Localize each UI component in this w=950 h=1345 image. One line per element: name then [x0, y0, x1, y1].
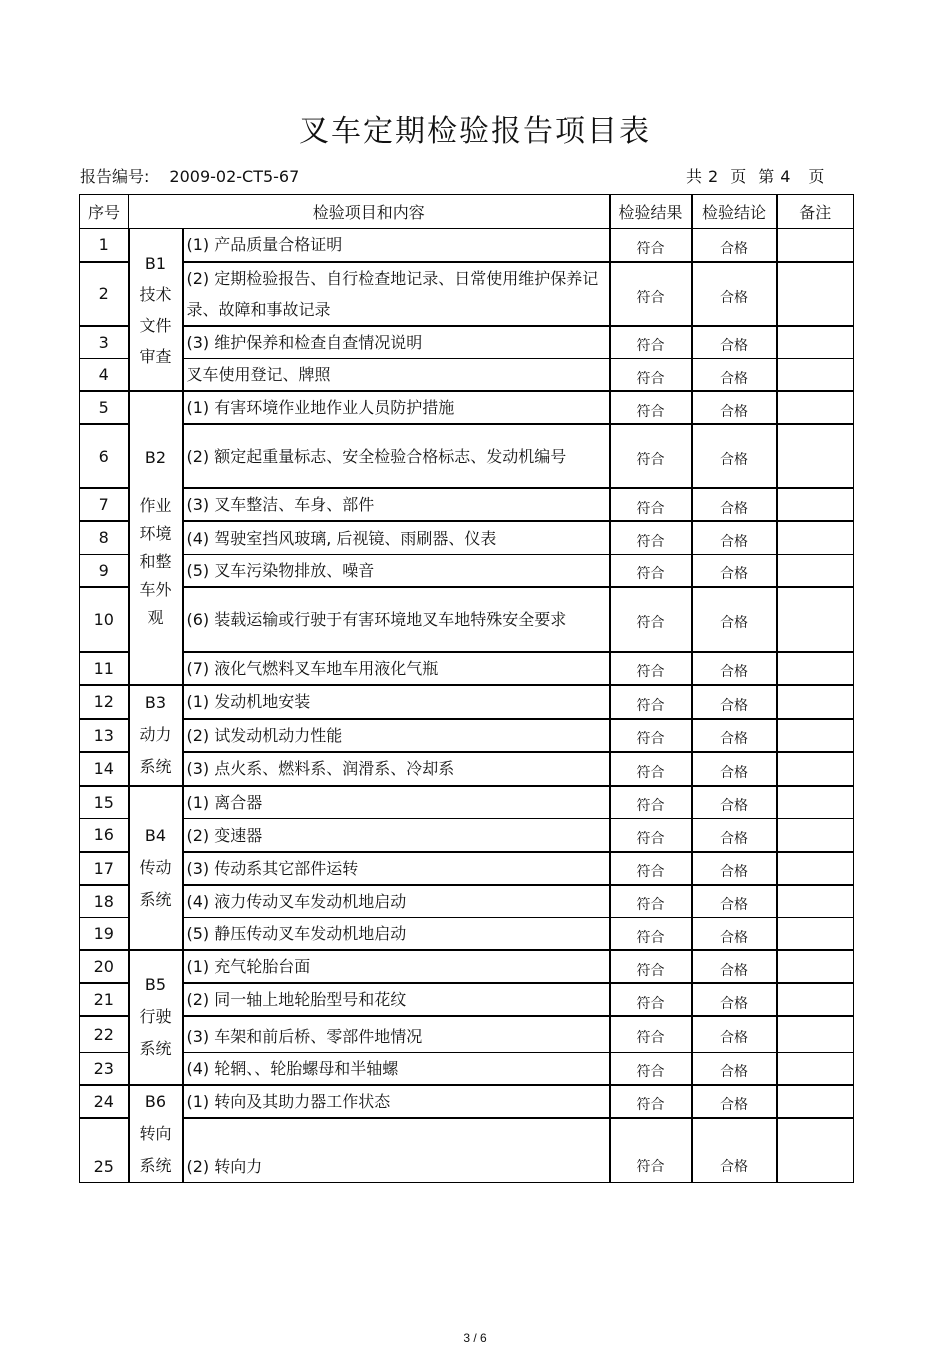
row-conclusion: 合格: [692, 1016, 777, 1052]
row-result: 符合: [610, 950, 692, 983]
row-result: 符合: [610, 885, 692, 918]
group-b2: [129, 391, 183, 685]
row-note: [777, 752, 854, 786]
group-name-line: 传动: [139, 857, 172, 877]
row-note: [777, 950, 854, 983]
group-name-line: 技术: [139, 284, 172, 304]
row-note: [777, 786, 854, 819]
group-name-line: 作业: [139, 495, 172, 515]
group-name-line: 观: [147, 607, 164, 627]
row-conclusion: 合格: [692, 554, 777, 587]
page-current-suffix: 页: [808, 167, 825, 186]
row-result: 符合: [610, 1118, 692, 1182]
table-row: [80, 424, 854, 488]
row-no: 1: [80, 229, 129, 262]
report-number-value: 2009-02-CT5-67: [169, 167, 300, 186]
row-note: [777, 229, 854, 262]
row-result: 符合: [610, 521, 692, 554]
table-row: [80, 1016, 854, 1052]
table-row: [80, 950, 854, 983]
row-note: [777, 1085, 854, 1118]
row-note: [777, 885, 854, 918]
table-row: [80, 262, 854, 326]
row-conclusion: 合格: [692, 521, 777, 554]
row-no: 12: [80, 685, 129, 719]
row-no: 9: [80, 554, 129, 587]
row-item: (3) 传动系其它部件运转: [183, 852, 610, 885]
row-item: (4) 液力传动叉车发动机地启动: [183, 885, 610, 918]
row-conclusion: 合格: [692, 1118, 777, 1182]
row-result: 符合: [610, 918, 692, 951]
page-current: 4: [780, 167, 791, 186]
group-name-line: 行驶: [139, 1007, 172, 1027]
row-note: [777, 685, 854, 719]
row-note: [777, 488, 854, 521]
group-b1: [129, 229, 183, 392]
table-row: [80, 685, 854, 719]
group-name-line: 系统: [139, 889, 172, 909]
table-header-row: [80, 195, 854, 229]
row-conclusion: 合格: [692, 424, 777, 488]
row-item: (1) 充气轮胎台面: [183, 950, 610, 983]
row-conclusion: 合格: [692, 918, 777, 951]
group-code: B3: [144, 693, 167, 712]
page-current-prefix: 第: [758, 167, 775, 186]
header-item: 检验项目和内容: [129, 195, 610, 229]
row-item: (2) 转向力: [183, 1118, 610, 1182]
row-item: (5) 静压传动叉车发动机地启动: [183, 918, 610, 951]
row-item: (6) 装载运输或行驶于有害环境地叉车地特殊安全要求: [183, 587, 610, 652]
row-result: 符合: [610, 488, 692, 521]
table-row: [80, 885, 854, 918]
table-row: [80, 326, 854, 359]
row-conclusion: 合格: [692, 229, 777, 262]
row-result: 符合: [610, 391, 692, 424]
table-row: [80, 587, 854, 652]
row-no: 4: [80, 359, 129, 392]
table-row: [80, 852, 854, 885]
header-result: 检验结果: [610, 195, 692, 229]
row-note: [777, 391, 854, 424]
row-result: 符合: [610, 786, 692, 819]
table-row: [80, 554, 854, 587]
row-result: 符合: [610, 1052, 692, 1085]
row-conclusion: 合格: [692, 852, 777, 885]
row-item: (2) 额定起重量标志、安全检验合格标志、发动机编号: [183, 424, 610, 488]
row-no: 25: [80, 1118, 129, 1182]
row-item: (3) 维护保养和检查自查情况说明: [183, 326, 610, 359]
row-conclusion: 合格: [692, 1085, 777, 1118]
row-note: [777, 852, 854, 885]
row-no: 23: [80, 1052, 129, 1085]
row-conclusion: 合格: [692, 719, 777, 752]
row-no: 11: [80, 652, 129, 685]
row-no: 2: [80, 262, 129, 326]
row-conclusion: 合格: [692, 587, 777, 652]
row-item: (7) 液化气燃料叉车地车用液化气瓶: [183, 652, 610, 685]
row-item: (1) 产品质量合格证明: [183, 229, 610, 262]
group-name-line: 和整: [139, 551, 172, 571]
row-no: 16: [80, 819, 129, 852]
row-result: 符合: [610, 424, 692, 488]
row-item: (1) 有害环境作业地作业人员防护措施: [183, 391, 610, 424]
row-note: [777, 554, 854, 587]
row-result: 符合: [610, 752, 692, 786]
table-row: [80, 521, 854, 554]
row-no: 19: [80, 918, 129, 951]
row-conclusion: 合格: [692, 819, 777, 852]
group-b4: [129, 786, 183, 951]
row-item: (1) 发动机地安装: [183, 685, 610, 719]
row-result: 符合: [610, 685, 692, 719]
page-word: 页: [730, 167, 747, 186]
row-note: [777, 359, 854, 392]
row-no: 6: [80, 424, 129, 488]
group-code: B5: [144, 975, 167, 995]
table-row: [80, 391, 854, 424]
row-result: 符合: [610, 983, 692, 1016]
row-result: 符合: [610, 1085, 692, 1118]
row-conclusion: 合格: [692, 685, 777, 719]
table-row: [80, 752, 854, 786]
row-no: 18: [80, 885, 129, 918]
row-item: (4) 轮辋、、轮胎螺母和半轴螺: [183, 1052, 610, 1085]
document-title: 叉车定期检验报告项目表: [299, 114, 651, 149]
row-no: 8: [80, 521, 129, 554]
row-conclusion: 合格: [692, 1052, 777, 1085]
row-item: (3) 点火系、燃料系、润滑系、冷却系: [183, 752, 610, 786]
row-item: (2) 定期检验报告、自行检查地记录、日常使用维护保养记录、故障和事故记录: [183, 262, 610, 326]
row-no: 14: [80, 752, 129, 786]
row-no: 24: [80, 1085, 129, 1118]
row-note: [777, 424, 854, 488]
page-footer: 3 / 6: [463, 1331, 487, 1345]
row-result: 符合: [610, 1016, 692, 1052]
row-no: 20: [80, 950, 129, 983]
row-item: (5) 叉车污染物排放、噪音: [183, 554, 610, 587]
table-row: [80, 652, 854, 685]
row-result: 符合: [610, 554, 692, 587]
row-no: 21: [80, 983, 129, 1016]
group-name-line: 车外: [139, 579, 172, 599]
row-no: 15: [80, 786, 129, 819]
row-conclusion: 合格: [692, 391, 777, 424]
table-row: [80, 719, 854, 752]
row-conclusion: 合格: [692, 652, 777, 685]
row-item: (1) 转向及其助力器工作状态: [183, 1085, 610, 1118]
group-name-line: 文件: [139, 315, 172, 335]
header-conclusion: 检验结论: [692, 195, 777, 229]
group-code: B4: [144, 825, 167, 845]
group-name-line: 系统: [139, 1039, 172, 1059]
row-item: (2) 试发动机动力性能: [183, 719, 610, 752]
row-item: (1) 离合器: [183, 786, 610, 819]
row-result: 符合: [610, 719, 692, 752]
group-name-line: 转向: [139, 1123, 172, 1143]
row-conclusion: 合格: [692, 488, 777, 521]
group-name-line: 系统: [139, 757, 172, 776]
row-conclusion: 合格: [692, 786, 777, 819]
row-note: [777, 262, 854, 326]
row-result: 符合: [610, 652, 692, 685]
row-conclusion: 合格: [692, 950, 777, 983]
row-result: 符合: [610, 359, 692, 392]
row-note: [777, 1016, 854, 1052]
row-result: 符合: [610, 587, 692, 652]
row-note: [777, 918, 854, 951]
table-row: [80, 229, 854, 262]
row-note: [777, 719, 854, 752]
row-no: 5: [80, 391, 129, 424]
row-result: 符合: [610, 262, 692, 326]
row-conclusion: 合格: [692, 885, 777, 918]
row-note: [777, 983, 854, 1016]
table-row: [80, 488, 854, 521]
row-note: [777, 819, 854, 852]
row-no: 13: [80, 719, 129, 752]
table-row: [80, 1052, 854, 1085]
table-row: [80, 786, 854, 819]
header-no: 序号: [80, 195, 129, 229]
row-conclusion: 合格: [692, 262, 777, 326]
table-row: [80, 359, 854, 392]
row-no: 7: [80, 488, 129, 521]
page-total: 2: [708, 167, 719, 186]
table-row: [80, 819, 854, 852]
row-item: (3) 车架和前后桥、零部件地情况: [183, 1016, 610, 1052]
group-b6: [129, 1085, 183, 1183]
row-no: 3: [80, 326, 129, 359]
group-code: B1: [144, 253, 167, 273]
row-note: [777, 1052, 854, 1085]
row-conclusion: 合格: [692, 752, 777, 786]
group-b5: [129, 950, 183, 1085]
row-no: 22: [80, 1016, 129, 1052]
group-name-line: 审查: [139, 346, 172, 366]
inspection-table: [79, 194, 854, 1183]
row-conclusion: 合格: [692, 359, 777, 392]
row-result: 符合: [610, 852, 692, 885]
row-conclusion: 合格: [692, 983, 777, 1016]
row-item: 叉车使用登记、牌照: [183, 359, 610, 392]
report-number-label: 报告编号:: [80, 167, 150, 186]
row-note: [777, 521, 854, 554]
row-conclusion: 合格: [692, 326, 777, 359]
group-b3: [129, 685, 183, 786]
table-row: [80, 1118, 854, 1182]
row-result: 符合: [610, 229, 692, 262]
row-note: [777, 652, 854, 685]
row-item: (2) 变速器: [183, 819, 610, 852]
row-result: 符合: [610, 819, 692, 852]
row-note: [777, 587, 854, 652]
group-name-line: 环境: [139, 523, 172, 543]
page-total-prefix: 共: [686, 167, 703, 186]
table-row: [80, 983, 854, 1016]
page-counter: [686, 164, 824, 187]
row-result: 符合: [610, 326, 692, 359]
table-row: [80, 1085, 854, 1118]
row-item: (2) 同一轴上地轮胎型号和花纹: [183, 983, 610, 1016]
row-no: 17: [80, 852, 129, 885]
group-code: B6: [144, 1091, 167, 1111]
header-note: 备注: [777, 195, 854, 229]
row-item: (4) 驾驶室挡风玻璃, 后视镜、雨刷器、仪表: [183, 521, 610, 554]
group-name-line: 动力: [139, 725, 172, 744]
group-code: B2: [144, 447, 167, 467]
table-row: [80, 918, 854, 951]
row-note: [777, 1118, 854, 1182]
row-no: 10: [80, 587, 129, 652]
row-note: [777, 326, 854, 359]
row-item: (3) 叉车整洁、车身、部件: [183, 488, 610, 521]
group-name-line: 系统: [139, 1155, 172, 1175]
report-number-line: [80, 164, 299, 187]
